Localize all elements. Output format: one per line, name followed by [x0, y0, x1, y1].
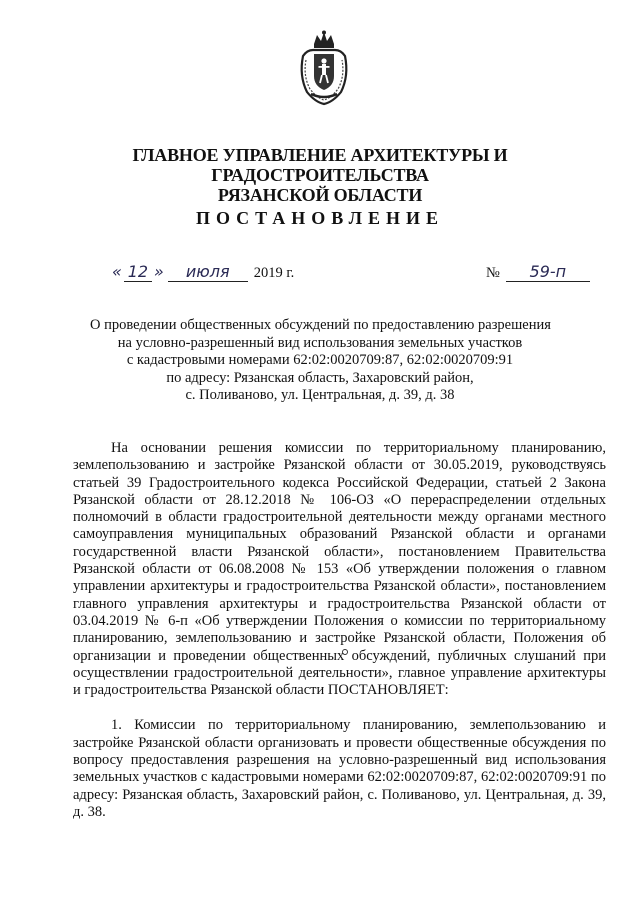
organization-title	[40, 145, 600, 205]
subject-line: О проведении общественных обсуждений по предоставлению разрешения	[90, 317, 551, 333]
body-paragraph-item-1: 1. Комиссии по территориальному планированию, землепользованию и застройке Рязанской области организовать и провести общественные обсуждения по вопросу предоставления разрешения на условно-разрешенный вид использования земельных участков с кадастровыми номерами 62:02:0020709:87, 62:02:0020709:91 по адресу: Рязанская область, Захаровский район, с. Поливаново, ул. Центральная, д. 39, д. 38.	[73, 717, 606, 820]
organization-title-line2: РЯЗАНСКОЙ ОБЛАСТИ	[217, 185, 423, 205]
document-subject	[90, 317, 550, 405]
date-month-handwritten: июля	[168, 262, 248, 282]
number-handwritten: 59-п	[506, 262, 590, 282]
number-label: №	[486, 265, 500, 281]
coat-of-arms-emblem	[297, 30, 351, 106]
quote-open: «	[112, 262, 122, 281]
small-mark-icon	[341, 648, 349, 656]
date-day-handwritten: 12	[124, 262, 152, 282]
date-year: 2019 г.	[253, 265, 295, 281]
body-paragraph-preamble: На основании решения комиссии по территориальному планированию, землепользованию и застройке Рязанской области от 30.05.2019, руководствуясь статьей 39 Градостроительного кодекса Российской Федерации, статьей 2 Закона Рязанской области от 28.12.2018 № 106-ОЗ «О перераспределении отдельных полномочий в области градостроительной деятельности между органами местного самоуправления муниципальных образований Рязанской области и органами государственной власти Рязанской области», постановлением Правительства Рязанской области от 06.08.2008 № 153 «Об утверждении положения о главном управлении архитектуры и градостроительства Рязанской области», постановлением главного управления архитектуры и градостроительства Рязанской области от 03.04.2019 № 6-п «Об утверждении Положения о комиссии по территориальному планированию, землепользованию и застройке Рязанской области, Положения об организации и проведении общественных обсуждений, публичных слушаний при осуществлении градостроительной деятельности», главное управление архитектуры и градостроительства Рязанской области ПОСТАНОВЛЯЕТ:	[73, 440, 606, 699]
subject-line: с. Поливаново, ул. Центральная, д. 39, д. 38	[185, 387, 455, 403]
document-body	[73, 440, 606, 821]
document-number	[486, 262, 590, 282]
organization-title-line1: ГЛАВНОЕ УПРАВЛЕНИЕ АРХИТЕКТУРЫ И ГРАДОСТРОИТЕЛЬСТВА	[132, 145, 508, 185]
subject-line: с кадастровыми номерами 62:02:0020709:87, 62:02:0020709:91	[126, 352, 514, 368]
subject-line: по адресу: Рязанская область, Захаровский район,	[166, 369, 474, 386]
document-type-heading: ПОСТАНОВЛЕНИЕ	[195, 208, 445, 228]
quote-close: »	[153, 262, 164, 281]
document-date	[112, 262, 294, 282]
subject-line: на условно-разрешенный вид использования земельных участков	[117, 334, 523, 351]
